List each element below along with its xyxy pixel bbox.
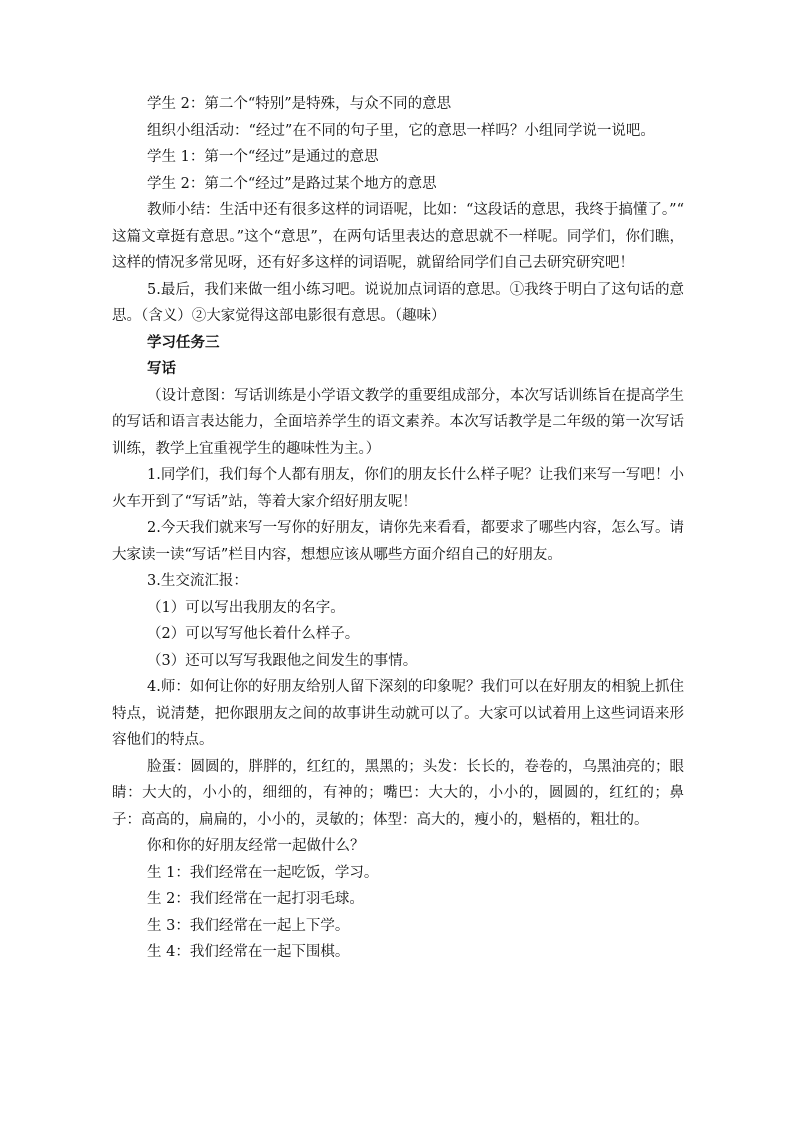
paragraph: 学生 2：第二个“特别”是特殊，与众不同的意思 (147, 96, 452, 112)
list-item: （2）可以写写他长着什么样子。 (147, 626, 360, 642)
paragraph: （设计意图：写话训练是小学语文教学的重要组成部分，本次写话训练旨在提高学生的写话和语言表达能力，全面培养学生的语文素养。本次写话教学是二年级的第一次写话训练，教学上宜重视学生的趣味性为主。） (112, 387, 684, 457)
section-heading: 学习任务三 (147, 333, 220, 351)
paragraph: 组织小组活动：“经过”在不同的句子里，它的意思一样吗？小组同学说一说吧。 (147, 122, 655, 139)
paragraph: 2.今天我们就来写一写你的好朋友，请你先来看看，都要求了哪些内容，怎么写。请大家读一读“写话”栏目内容，想想应该从哪些方面介绍自己的好朋友。 (112, 520, 684, 563)
list-item: （3）还可以写写我跟他之间发生的事情。 (147, 652, 418, 669)
paragraph: 你和你的好朋友经常一起做什么？ (147, 838, 365, 854)
paragraph: 4.师：如何让你的好朋友给别人留下深刻的印象呢？我们可以在好朋友的相貌上抓住特点，说清楚，把你跟朋友之间的故事讲生动就可以了。大家可以试着用上这些词语来形容他们的特点。 (112, 679, 684, 748)
paragraph: 3.生交流汇报： (147, 573, 248, 589)
dialogue-line: 生 3：我们经常在一起上下学。 (147, 917, 350, 934)
dialogue-line: 生 1：我们经常在一起吃饭，学习。 (147, 864, 379, 881)
body-text (112, 91, 684, 966)
paragraph: 学生 1：第一个“经过”是通过的意思 (147, 149, 379, 165)
subsection-heading: 写话 (147, 360, 176, 377)
paragraph: 5.最后，我们来做一组小练习吧。说说加点词语的意思。①我终于明白了这句话的意思。（含义）②大家觉得这部电影很有意思。（趣味） (112, 281, 684, 324)
dialogue-line: 生 2：我们经常在一起打羽毛球。 (147, 891, 364, 907)
paragraph: 脸蛋：圆圆的，胖胖的，红红的，黑黑的；头发：长长的，卷卷的，乌黑油亮的；眼睛：大大的，小小的，细细的，有神的；嘴巴：大大的，小小的，圆圆的，红红的；鼻子：高高的，扁扁的，小小的，灵敏的；体型：高大的，瘦小的，魁梧的，粗壮的。 (112, 758, 684, 828)
list-item: （1）可以写出我朋友的名字。 (147, 599, 345, 616)
paragraph: 教师小结：生活中还有很多这样的词语呢，比如：“这段话的意思，我终于搞懂了。”“ 这篇文章挺有意思。”这个“意思”，在两句话里表达的意思就不一样呢。同学们，你们瞧，这样的情况多常见呀，还有好多这样的词语呢，就留给同学们自己去研究研究吧！ (112, 202, 684, 271)
paragraph: 学生 2：第二个“经过”是路过某个地方的意思 (147, 175, 437, 192)
paragraph: 1.同学们，我们每个人都有朋友，你们的朋友长什么样子呢？让我们来写一写吧！小火车开到了“写话”站，等着大家介绍好朋友呢！ (112, 467, 684, 510)
dialogue-line: 生 4：我们经常在一起下围棋。 (147, 944, 350, 960)
